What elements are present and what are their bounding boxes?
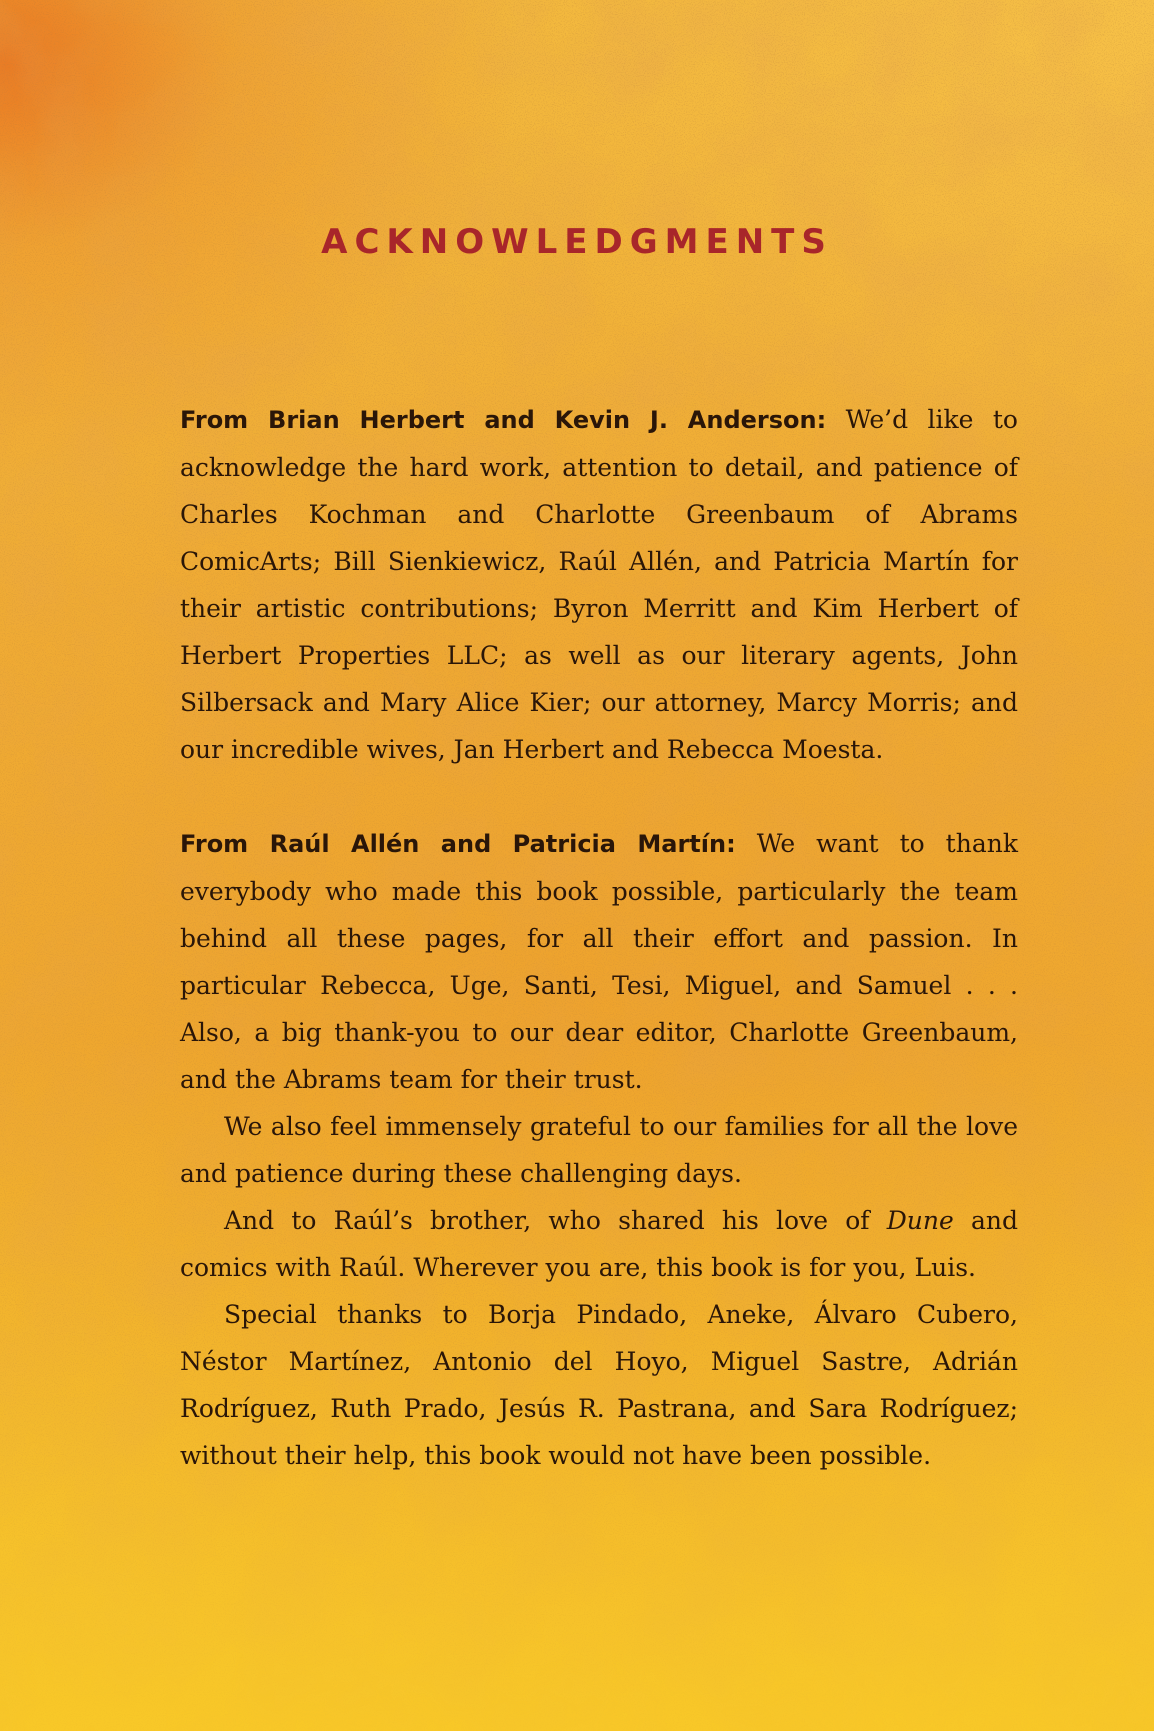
text-herbert-anderson: We’d like to acknowledge the hard work, attention to detail, and patience of Charles Kochman and Charlotte Greenbaum of Abrams ComicArts; Bill Sienkiewicz, Raúl Allén, and Patricia Martín for their artistic contributions; Byron Merritt and Kim Herbert of Herbert Properties LLC; as well as our literary agents, John Silbersack and Mary Alice Kier; our attorney, Marcy Morris; and our incredible wives, Jan Herbert and Rebecca Moesta. [180,405,1018,764]
acknowledgments-body [180,396,1018,1479]
page-heading: ACKNOWLEDGMENTS [321,222,833,262]
paragraph-special-thanks: Special thanks to Borja Pindado, Aneke, Álvaro Cubero, Néstor Martínez, Antonio del Hoyo, Miguel Sastre, Adrián Rodríguez, Ruth Prado, Jesús R. Pastrana, and Sara Rodríguez; without their help, this book would not have been possible. [180,1300,1018,1470]
lead-herbert-anderson: From Brian Herbert and Kevin J. Anderson: [180,406,827,434]
lead-allen-martin: From Raúl Allén and Patricia Martín: [180,830,736,858]
paragraph-herbert-anderson [180,396,1018,773]
text-brother-after: and comics with Raúl. Wherever you are, this book is for you, Luis. [180,1206,1019,1282]
paragraph-allen-martin [180,820,1018,1103]
paragraph-gap [180,773,1018,820]
text-allen-martin: We want to thank everybody who made this book possible, particularly the team behind all these pages, for all their effort and passion. In particular Rebecca, Uge, Santi, Tesi, Miguel, and Samuel . . . Also, a big thank-you to our dear editor, Charlotte Greenbaum, and the Abrams team for their trust. [180,829,1018,1094]
book-title-dune: Dune [886,1206,954,1235]
paragraph-brother [180,1197,1018,1291]
paragraph-families: We also feel immensely grateful to our families for all the love and patience during these challenging days. [180,1112,1018,1188]
text-brother-before: And to Raúl’s brother, who shared his love of [224,1206,870,1235]
